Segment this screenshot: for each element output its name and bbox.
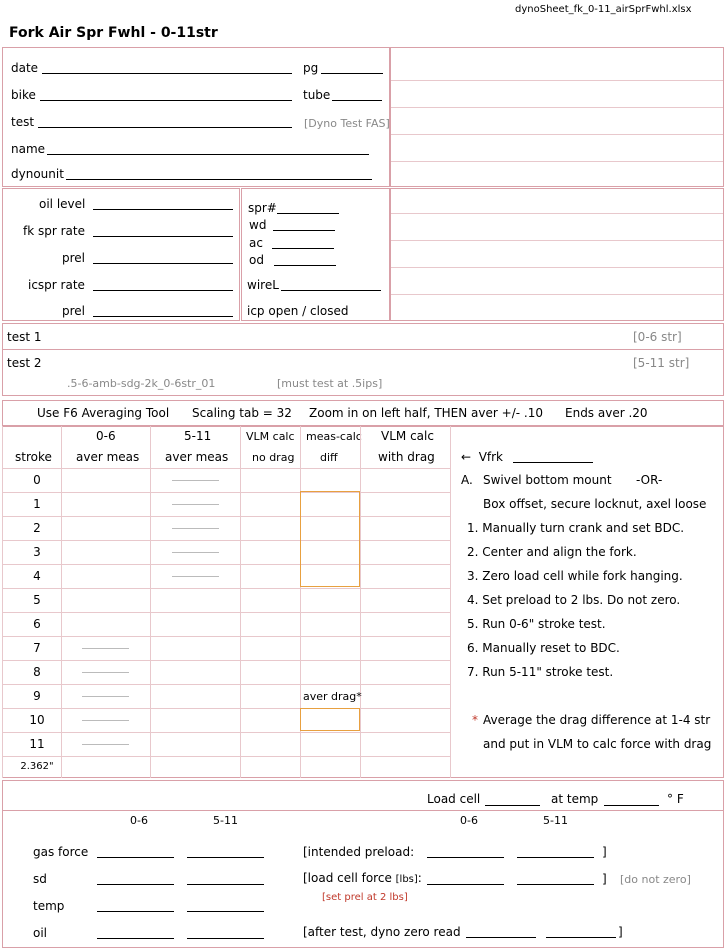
spr-field[interactable]: [277, 213, 339, 214]
date-label: date: [11, 61, 39, 75]
col-header-stroke: stroke: [15, 450, 52, 464]
intended-close: ]: [602, 845, 607, 859]
grid-row-line: [2, 612, 450, 613]
grid-row-line: [2, 708, 450, 709]
sd-5-11[interactable]: [187, 884, 264, 885]
oil-label: oil: [33, 926, 48, 940]
load-force-5-11[interactable]: [517, 884, 594, 885]
icspr-rate-label: icspr rate: [28, 278, 85, 292]
grid-row-line: [2, 564, 450, 565]
pg-label: pg: [303, 61, 319, 75]
prel-field-1[interactable]: [93, 263, 233, 264]
grid-col-line: [150, 426, 151, 778]
bottom-col-5-11-b: 5-11: [543, 814, 568, 827]
spr-label: spr#: [248, 201, 277, 215]
temp-0-6[interactable]: [97, 911, 174, 912]
instr-a-text: Swivel bottom mount: [483, 473, 612, 487]
date-field[interactable]: [42, 73, 292, 74]
star-marker: *: [472, 713, 478, 727]
load-cell-label: Load cell: [427, 792, 481, 806]
wirel-label: wireL: [247, 278, 279, 292]
set-prel-note: [set prel at 2 lbs]: [322, 892, 408, 903]
bottom-col-5-11-a: 5-11: [213, 814, 238, 827]
test2-label: test 2: [7, 356, 42, 370]
icp-label: icp open / closed: [247, 304, 349, 318]
header-right-box: [390, 47, 724, 187]
intended-5-11[interactable]: [517, 857, 594, 858]
value-blank: [172, 480, 219, 481]
value-blank: [82, 648, 129, 649]
col-header-0-6: 0-6: [96, 429, 116, 443]
setup-left-box: [2, 188, 240, 321]
wirel-field[interactable]: [281, 290, 381, 291]
ac-label: ac: [249, 236, 263, 250]
col-header-aver2: aver meas: [165, 450, 229, 464]
gas-force-0-6[interactable]: [97, 857, 174, 858]
stroke-cell: 10: [29, 713, 45, 727]
after-test-0-6[interactable]: [466, 937, 536, 938]
tool-d: Ends aver .20: [565, 406, 648, 420]
grid-row-line: [2, 732, 450, 733]
oil-5-11[interactable]: [187, 938, 264, 939]
bottom-col-0-6-a: 0-6: [130, 814, 148, 827]
stroke-cell: 7: [33, 641, 41, 655]
od-label: od: [249, 253, 264, 267]
col-header-nodrag: no drag: [252, 451, 295, 464]
instruction-step: 3. Zero load cell while fork hanging.: [467, 569, 683, 583]
col-header-vlm: VLM calc: [246, 430, 295, 443]
stroke-cell: 5: [33, 593, 41, 607]
grid-col-line: [450, 426, 451, 778]
grid-row-line: [2, 756, 450, 757]
aver-drag-box[interactable]: [300, 708, 360, 731]
instr-a2: Box offset, secure locknut, axel loose: [483, 497, 707, 511]
test-note: [must test at .5ips]: [277, 377, 383, 390]
tool-b: Scaling tab = 32: [192, 406, 292, 420]
gas-force-label: gas force: [33, 845, 89, 859]
intended-0-6[interactable]: [427, 857, 504, 858]
instruction-step: 4. Set preload to 2 lbs. Do not zero.: [467, 593, 681, 607]
col-header-aver1: aver meas: [76, 450, 140, 464]
test-hint: [Dyno Test FAS]: [304, 117, 390, 130]
oil-level-field[interactable]: [93, 209, 233, 210]
oil-level-label: oil level: [39, 197, 86, 211]
sd-0-6[interactable]: [97, 884, 174, 885]
test1-range: [0-6 str]: [633, 330, 682, 344]
name-label: name: [11, 142, 46, 156]
instr-a-label: A.: [461, 473, 473, 487]
intended-preload-label: [intended preload:: [303, 845, 415, 859]
after-test-label: [after test, dyno zero read: [303, 925, 461, 939]
test1-label: test 1: [7, 330, 42, 344]
grid-row-line: [2, 468, 450, 469]
test-field[interactable]: [38, 127, 292, 128]
wd-label: wd: [249, 218, 267, 232]
file-name: dynoSheet_fk_0-11_airSprFwhl.xlsx: [515, 4, 692, 15]
load-force-close: ]: [602, 872, 607, 886]
value-blank: [172, 528, 219, 529]
do-not-zero-note: [do not zero]: [620, 873, 691, 886]
instruction-step: 5. Run 0-6" stroke test.: [467, 617, 606, 631]
instruction-step: 7. Run 5-11" stroke test.: [467, 665, 614, 679]
value-blank: [172, 504, 219, 505]
test-file: .5-6-amb-sdg-2k_0-6str_01: [67, 377, 216, 390]
value-blank: [172, 552, 219, 553]
test2-range: [5-11 str]: [633, 356, 690, 370]
wd-field[interactable]: [273, 230, 335, 231]
grid-row-line: [2, 588, 450, 589]
stroke-cell: 4: [33, 569, 41, 583]
grid-row-line: [2, 492, 450, 493]
load-cell-force-label: [load cell force [lbs]:: [303, 871, 422, 885]
instruction-step: 2. Center and align the fork.: [467, 545, 637, 559]
value-blank: [82, 720, 129, 721]
dynounit-field[interactable]: [66, 179, 372, 180]
icspr-rate-field[interactable]: [93, 290, 233, 291]
stroke-cell: 9: [33, 689, 41, 703]
stroke-cell: 1: [33, 497, 41, 511]
grid-row-line: [2, 540, 450, 541]
grid-row-line: [2, 660, 450, 661]
stroke-cell: 2: [33, 521, 41, 535]
fk-spr-rate-field[interactable]: [93, 236, 233, 237]
test-label: test: [11, 115, 35, 129]
instr-a-or: -OR-: [636, 473, 663, 487]
od-field[interactable]: [274, 265, 336, 266]
diff-highlight-box[interactable]: [300, 491, 360, 587]
instruction-step: 6. Manually reset to BDC.: [467, 641, 620, 655]
at-temp-label: at temp: [551, 792, 599, 806]
bike-label: bike: [11, 88, 36, 102]
fk-spr-rate-label: fk spr rate: [23, 224, 85, 238]
aver-drag-label: aver drag*: [303, 690, 362, 703]
dynounit-label: dynounit: [11, 167, 64, 181]
instr-note1: Average the drag difference at 1-4 str: [483, 713, 711, 727]
col-header-diff: diff: [320, 451, 338, 464]
col-header-5-11: 5-11: [184, 429, 212, 443]
temp-label: temp: [33, 899, 65, 913]
at-temp-field[interactable]: [604, 805, 659, 806]
page-title: Fork Air Spr Fwhl - 0-11str: [9, 25, 218, 41]
grid-col-line: [360, 426, 361, 778]
prel-label-1: prel: [62, 251, 86, 265]
stroke-cell: 0: [33, 473, 41, 487]
oil-0-6[interactable]: [97, 938, 174, 939]
tube-label: tube: [303, 88, 331, 102]
stroke-cell: 3: [33, 545, 41, 559]
value-blank: [82, 696, 129, 697]
grid-row-line: [2, 684, 450, 685]
pg-field[interactable]: [321, 73, 383, 74]
after-test-5-11[interactable]: [546, 937, 616, 938]
stroke-cell: 8: [33, 665, 41, 679]
temp-5-11[interactable]: [187, 911, 264, 912]
vfrk-label: ← Vfrk: [461, 450, 504, 464]
tool-c: Zoom in on left half, THEN aver +/- .10: [309, 406, 543, 420]
load-cell-field[interactable]: [485, 805, 540, 806]
sd-label: sd: [33, 872, 47, 886]
prel-label-2: prel: [62, 304, 86, 318]
grid-col-line: [2, 426, 3, 778]
gas-force-5-11[interactable]: [187, 857, 264, 858]
setup-far-box: [390, 188, 724, 321]
value-blank: [172, 576, 219, 577]
value-blank: [82, 672, 129, 673]
deg-f-label: ° F: [667, 792, 684, 806]
stroke-cell: 11: [29, 737, 45, 751]
ac-field[interactable]: [272, 248, 334, 249]
col-header-vlm2: VLM calc: [381, 429, 434, 443]
value-blank: [82, 744, 129, 745]
grid-col-line: [240, 426, 241, 778]
stroke-cell: 6: [33, 617, 41, 631]
instr-note2: and put in VLM to calc force with drag: [483, 737, 712, 751]
tube-field[interactable]: [332, 100, 382, 101]
load-force-0-6[interactable]: [427, 884, 504, 885]
bottom-col-0-6-b: 0-6: [460, 814, 478, 827]
vfrk-field[interactable]: [513, 462, 593, 463]
col-header-withdrag: with drag: [378, 450, 435, 464]
col-header-meas: meas-calc: [306, 430, 362, 443]
after-test-close: ]: [618, 925, 623, 939]
stroke-cell: 2.362": [20, 761, 54, 772]
bike-field[interactable]: [40, 100, 292, 101]
grid-row-line: [2, 516, 450, 517]
name-field[interactable]: [47, 154, 369, 155]
prel-field-2[interactable]: [93, 316, 233, 317]
instruction-step: 1. Manually turn crank and set BDC.: [467, 521, 685, 535]
grid-row-line: [2, 636, 450, 637]
tool-a: Use F6 Averaging Tool: [37, 406, 170, 420]
